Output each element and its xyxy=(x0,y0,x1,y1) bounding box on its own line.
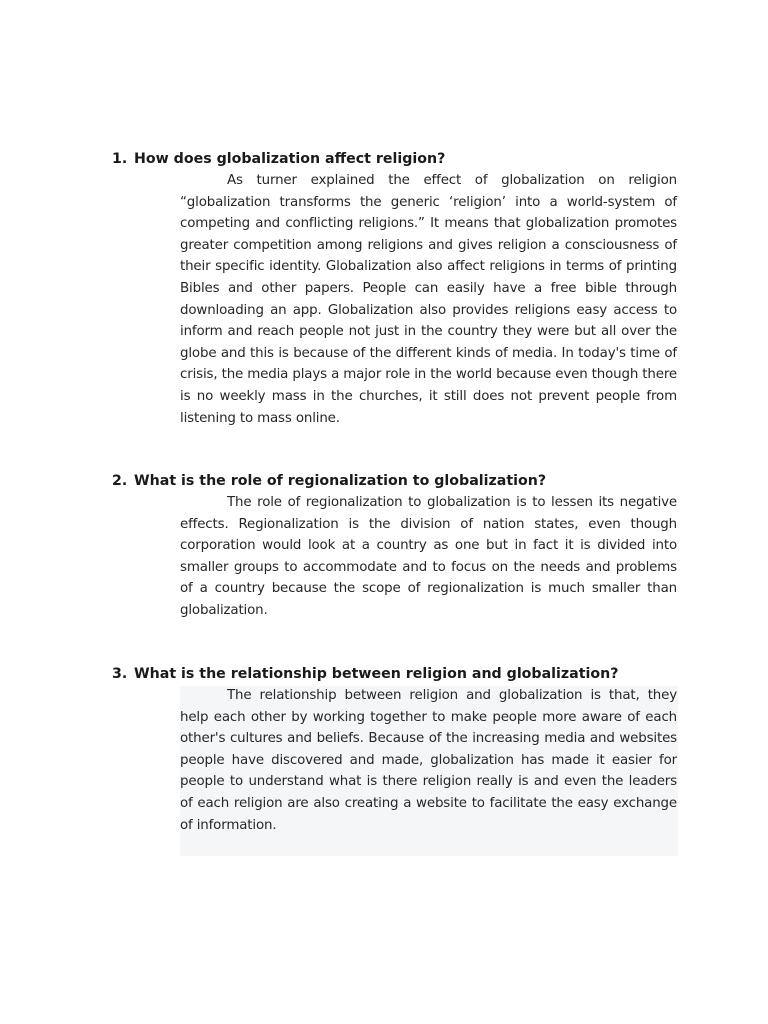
question-1-number: 1. xyxy=(112,151,128,167)
question-1-heading xyxy=(112,149,692,169)
question-3-heading xyxy=(112,664,692,684)
question-3-title: What is the relationship between religion and globalization? xyxy=(134,666,619,682)
question-2-heading xyxy=(112,471,692,491)
question-2-number: 2. xyxy=(112,473,128,489)
question-1-title: How does globalization affect religion? xyxy=(134,151,446,167)
answer-1-paragraph: As turner explained the effect of globalization on religion “globalization transforms the generic ‘religion’ into a world-system of competing and conflicting religions.” It means that globalization promotes greater competition among religions and gives religion a consciousness of their specific identity. Globalization also affect religions in terms of printing Bibles and other papers. People can easily have a free bible through downloading an app. Globalization also provides religions easy access to inform and reach people not just in the country they were but all over the globe and this is because of the different kinds of media. In today's time of crisis, the media plays a major role in the world because even though there is no weekly mass in the churches, it still does not prevent people from listening to mass online. xyxy=(180,173,677,426)
answer-2-paragraph: The role of regionalization to globalization is to lessen its negative effects. Regionalization is the division of nation states, even though corporation would look at a country as one but in fact it is divided into smaller groups to accommodate and to focus on the needs and problems of a country because the scope of regionalization is much smaller than globalization. xyxy=(180,495,677,618)
question-3-number: 3. xyxy=(112,666,128,682)
question-2-title: What is the role of regionalization to globalization? xyxy=(134,473,547,489)
answer-3-paragraph: The relationship between religion and globalization is that, they help each other by working together to make people more aware of each other's cultures and beliefs. Because of the increasing media and websites people have discovered and made, globalization has made it easier for people to understand what is there religion really is and even the leaders of each religion are also creating a website to facilitate the easy exchange of information. xyxy=(180,688,677,833)
